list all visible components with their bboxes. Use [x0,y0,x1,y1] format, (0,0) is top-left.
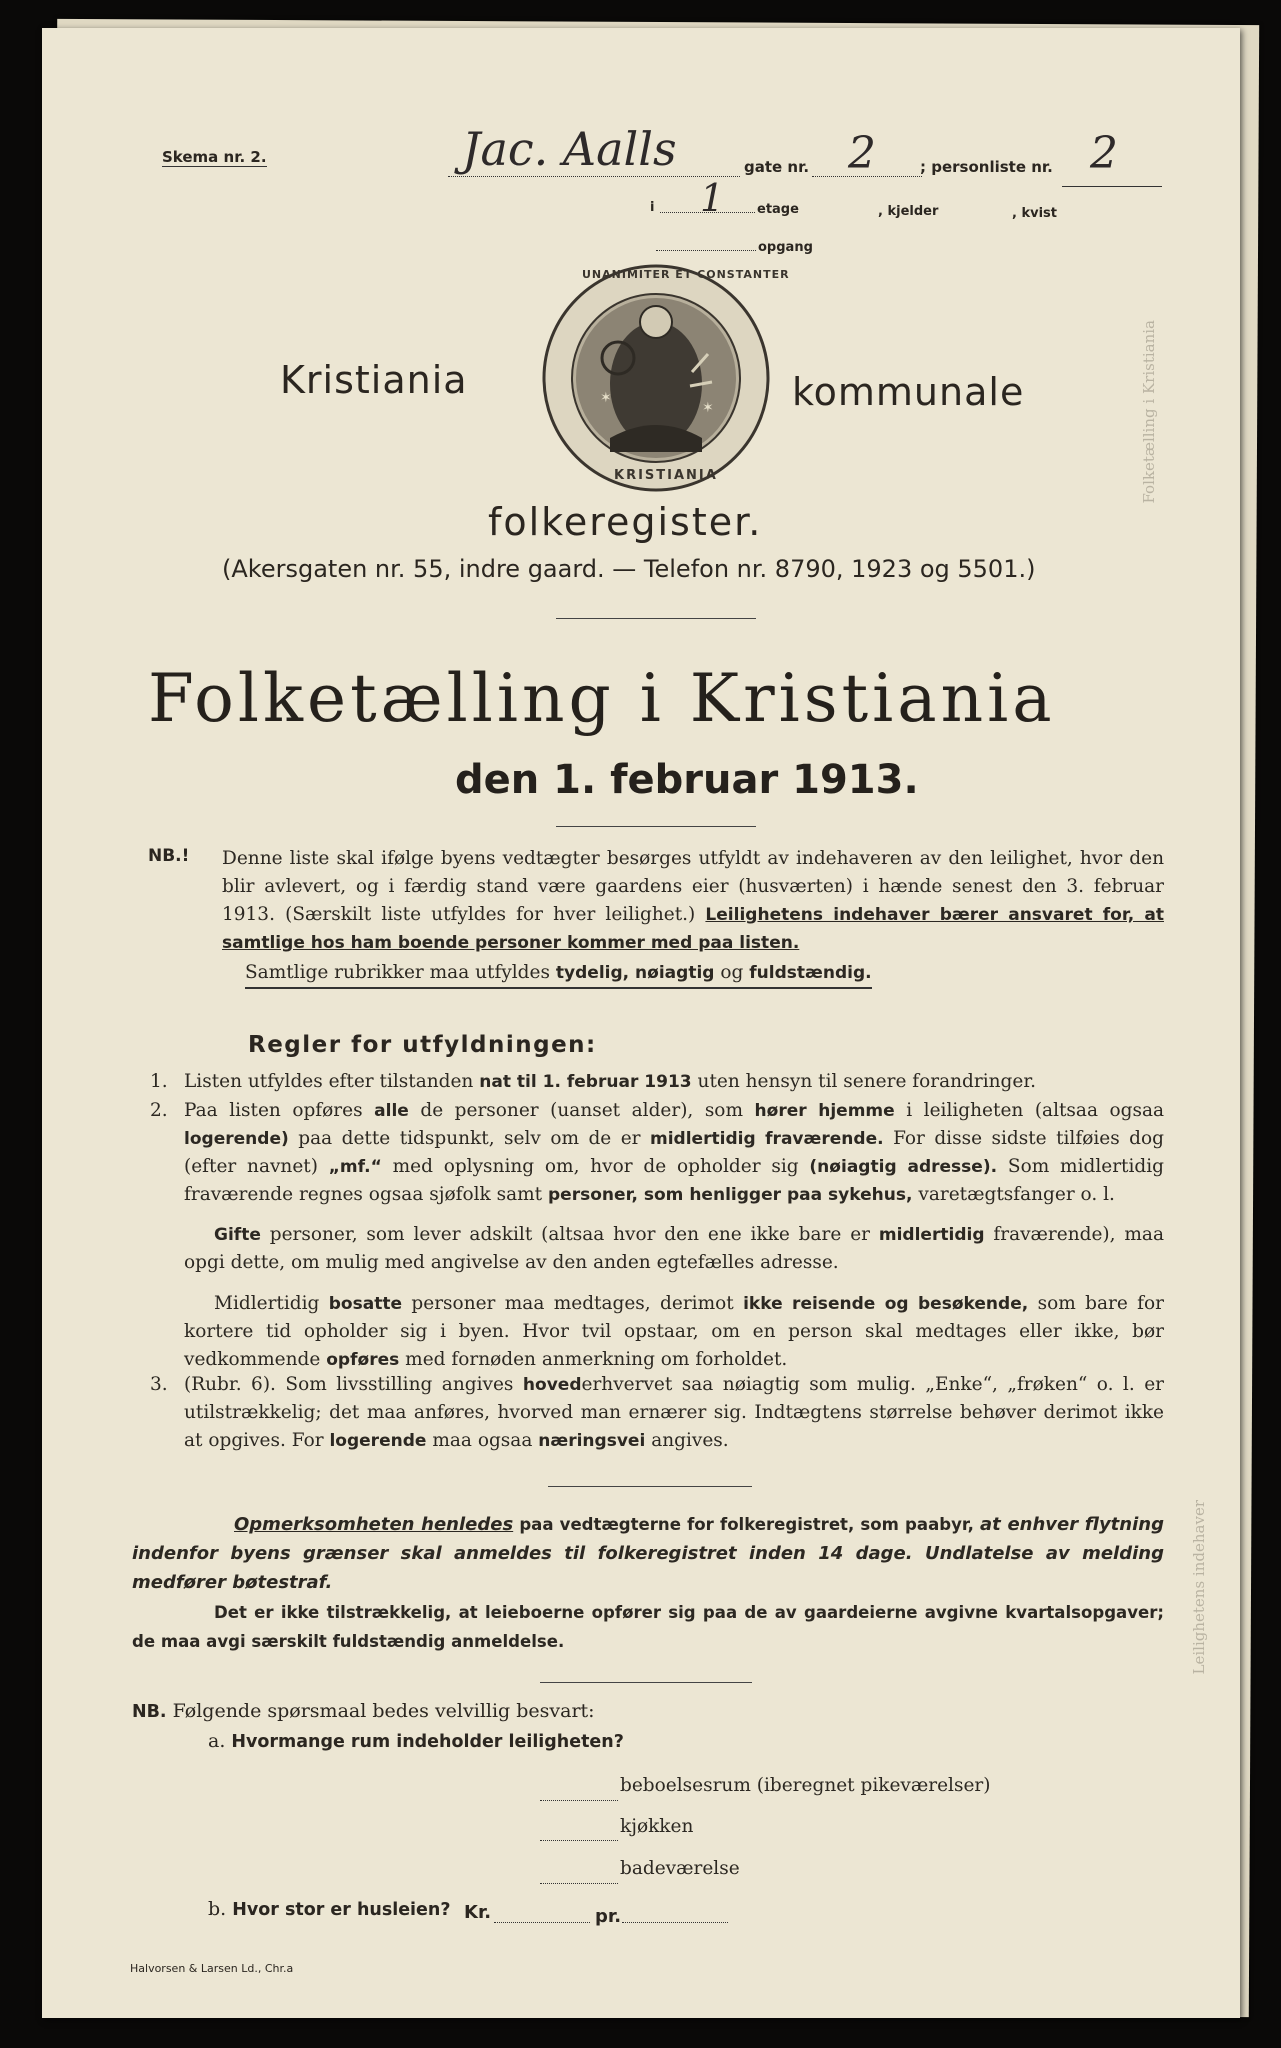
nb-completeness-line [245,959,872,989]
notice-paragraph: Opmerksomheten henledes paa vedtægterne for folkeregistret, som paabyr, at enhver flytning indenfor byens grænser skal anmeldes til folkeregistret inden 14 dage. Undlatelse av melding medfører bøtestraf. [132,1514,1164,1593]
i-label: i [650,200,655,215]
nb-text-2c: nøiagtig [635,963,715,983]
rooms-1-label: beboelsesrum (iberegnet pikeværelser) [620,1775,991,1796]
rent-amount-field[interactable] [494,1922,590,1923]
nb-text-2b: tydelig, [555,963,630,983]
kjelder-label: , kjelder [878,204,939,219]
gate-nr-field-line [812,176,922,177]
schema-label: Skema nr. 2. [162,148,267,166]
gate-nr-label: gate nr. [744,158,810,176]
svg-text:✶: ✶ [702,400,714,416]
office-address: (Akersgaten nr. 55, indre gaard. — Telefon nr. 8790, 1923 og 5501.) [222,555,1036,583]
notice-paragraph-2: Det er ikke tilstrækkelig, at leieboerne opfører sig paa de av gaardeierne avgivne kvartalsopgaver; de maa avgi særskilt fuldstændig anmeldelse. [132,1603,1164,1651]
rule-1-number: 1. [150,1071,168,1092]
rule-2-midlertidig-paragraph: Midlertidig bosatte personer maa medtages, derimot ikke reisende og besøkende, som bare for kortere tid opholder sig i byen. Hvor tvil opstaar, om en person skal medtages eller ikke, bør vedkommende opføres med fornøden anmerkning om forholdet. [184,1293,1164,1370]
seal-text-top: UNANIMITER ET CONSTANTER [582,268,790,281]
street-handwritten: Jac. Aalls [462,122,677,176]
notice-emphasis: Opmerksomheten henledes [234,1514,514,1535]
rent-period-field[interactable] [622,1922,728,1923]
rooms-1-field[interactable] [540,1800,618,1801]
nb-label: NB.! [148,846,190,866]
question-a: a. Hvormange rum indeholder leiligheten? [208,1730,624,1752]
bleed-through-text-lower: Leilighetens indehaver [1190,1500,1208,1675]
divider-3 [548,1486,752,1487]
main-title: Folketælling i Kristiania [148,660,1056,737]
rooms-3-field[interactable] [540,1883,618,1884]
bleed-through-text: Folketælling i Kristiania [1140,320,1158,504]
kommunale-word: kommunale [792,370,1025,414]
kristiania-word: Kristiania [280,358,468,402]
rule-3-text: (Rubr. 6). Som livsstilling angives hovederhvervet saa nøiagtig som mulig. „Enke“, „frøken“ o. l. er utilstrækkelig; det maa anføres, hvorved man ernærer sig. Indtægtens størrelse behøver derimot ikke at opgives. For logerende maa ogsaa næringsvei angives. [184,1374,1164,1451]
etage-value: 1 [700,176,725,220]
divider-1 [556,618,756,619]
gate-nr-value: 2 [848,128,876,179]
rooms-2-label: kjøkken [620,1816,694,1837]
opgang-label: opgang [758,240,813,255]
rooms-2-field[interactable] [540,1840,618,1841]
city-seal [540,262,790,494]
nb-text-2a: Samtlige rubrikker maa utfyldes [245,962,550,983]
rooms-3-label: badeværelse [620,1858,740,1879]
kvist-label: , kvist [1012,206,1057,221]
divider-2 [556,826,756,827]
nb-text-1: Denne liste skal ifølge byens vedtægter besørges utfyldt av indehaveren av den leilighet, hvor den blir avlevert, og i færdig stand være gaardens eier (husværten) i hænde senest den 3. februar 1913. (Særskilt liste utfyldes for hver leilighet.) [222,848,1164,925]
printer-imprint: Halvorsen & Larsen Ld., Chr.a [130,1962,294,1975]
etage-field-line [660,212,755,213]
pr-label: pr. [595,1906,622,1927]
nb-text-2d: og [720,962,744,983]
folkeregister-word: folkeregister. [488,500,763,544]
nb-paragraph [222,845,1164,957]
rule-1-text: Listen utfyldes efter tilstanden nat til 1. februar 1913 uten hensyn til senere forandringer. [184,1071,1037,1092]
personliste-field-line [1062,186,1162,187]
personliste-value: 2 [1090,128,1118,179]
nb-text-2e: fuldstændig. [749,963,872,983]
rule-2-number: 2. [150,1100,168,1121]
opgang-field-line [656,250,756,251]
personliste-label: ; personliste nr. [920,158,1053,176]
etage-label: etage [757,202,799,217]
rule-2-text: Paa listen opføres alle de personer (uanset alder), som hører hjemme i leiligheten (altsaa ogsaa logerende) paa dette tidspunkt, selv om de er midlertidig fraværende. For disse sidste tilføies dog (efter navnet) „mf.“ med oplysning om, hvor de opholder sig (nøiagtig adresse). Som midlertidig fraværende regnes ogsaa sjøfolk samt personer, som henligger paa sykehus, varetægtsfanger o. l. [184,1100,1165,1205]
rule-3-number: 3. [150,1374,168,1395]
divider-4 [540,1682,752,1683]
rules-heading: Regler for utfyldningen: [248,1032,597,1058]
kr-label: Kr. [464,1902,492,1923]
questions-intro: NB. Følgende spørsmaal bedes velvillig besvart: [132,1700,595,1722]
svg-text:✶: ✶ [600,390,612,406]
street-field-line [448,176,740,177]
seal-text-bottom: KRISTIANIA [614,468,718,483]
rule-2-gifte-paragraph: Gifte personer, som lever adskilt (altsaa hvor den ene ikke bare er midlertidig fraværende), maa opgi dette, om mulig med angivelse av den anden egtefælles adresse. [184,1224,1164,1273]
date-line: den 1. februar 1913. [455,757,919,803]
question-b: b. Hvor stor er husleien? [208,1898,451,1920]
nb-responsibility-text: Leilighetens indehaver bærer ansvaret for, at samtlige hos ham boende personer kommer med paa listen. [222,905,1164,953]
